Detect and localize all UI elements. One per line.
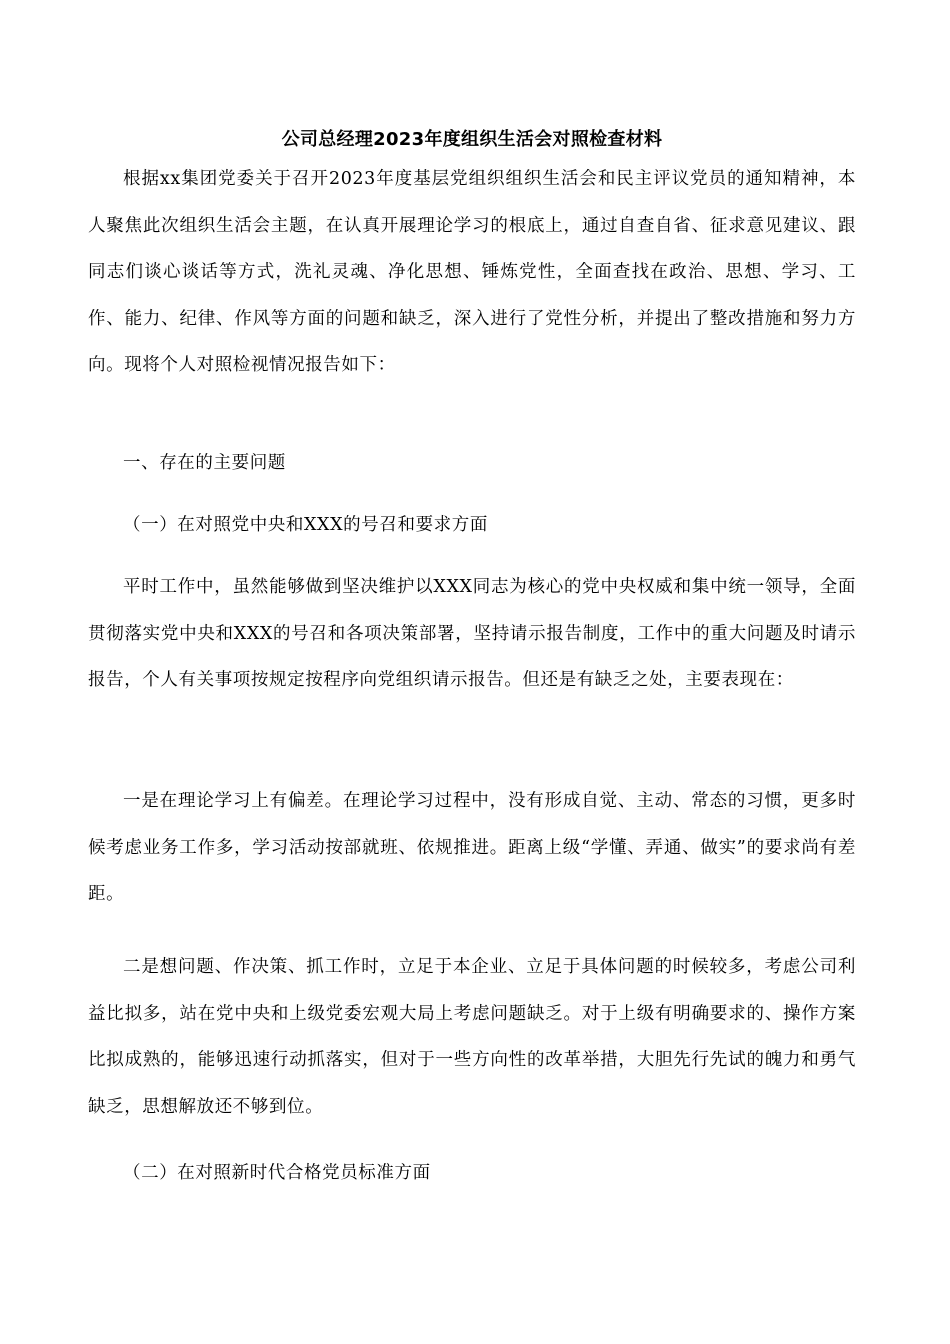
section-heading-main-problems: 一、存在的主要问题 <box>123 453 286 473</box>
point-two-paragraph: 二是想问题、作决策、抓工作时，立足于本企业、立足于具体问题的时候较多，考虑公司利益比拟多，站在党中央和上级党委宏观大局上考虑问题缺乏。对于上级有明确要求的、操作方案比拟成熟的，能够迅速行动抓落实，但对于一些方向性的改革举措，大胆先行先试的魄力和勇气缺乏，思想解放还不够到位。 <box>88 957 856 1117</box>
document-title: 公司总经理2023年度组织生活会对照检查材料 <box>281 129 663 150</box>
subsection-heading-party-member-standard: （二）在对照新时代合格党员标准方面 <box>123 1163 431 1183</box>
subsection-heading-party-central: （一）在对照党中央和XXX的号召和要求方面 <box>123 515 488 535</box>
subsection1-paragraph: 平时工作中，虽然能够做到坚决维护以XXX同志为核心的党中央权威和集中统一领导，全面贯彻落实党中央和XXX的号召和各项决策部署，坚持请示报告制度，工作中的重大问题及时请示报告，个人有关事项按规定按程序向党组织请示报告。但还是有缺乏之处，主要表现在： <box>88 577 856 690</box>
point-one-paragraph: 一是在理论学习上有偏差。在理论学习过程中，没有形成自觉、主动、常态的习惯，更多时候考虑业务工作多，学习活动按部就班、依规推进。距离上级“学懂、弄通、做实”的要求尚有差距。 <box>88 791 856 904</box>
intro-paragraph: 根据xx集团党委关于召开2023年度基层党组织组织生活会和民主评议党员的通知精神，本人聚焦此次组织生活会主题，在认真开展理论学习的根底上，通过自查自省、征求意见建议、跟同志们谈心谈话等方式，洗礼灵魂、净化思想、锤炼党性，全面查找在政治、思想、学习、工作、能力、纪律、作风等方面的问题和缺乏，深入进行了党性分析，并提出了整改措施和努力方向。现将个人对照检视情况报告如下： <box>88 169 856 375</box>
